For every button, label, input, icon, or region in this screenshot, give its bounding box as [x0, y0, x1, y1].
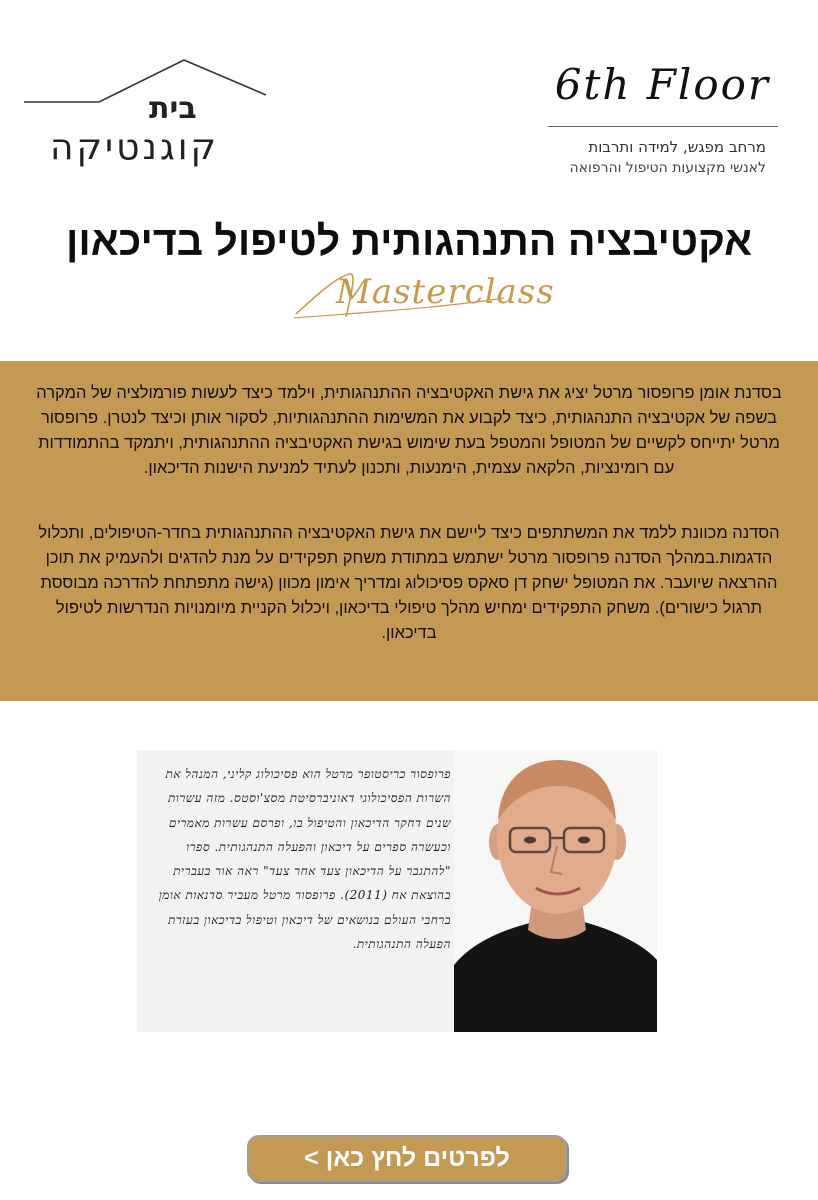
sixth-floor-logo: [538, 50, 778, 185]
logo-left-line2: קוגנטיקה: [50, 127, 220, 168]
logo-tagline-1: מרחב מפגש, למידה ותרבות: [588, 138, 766, 156]
description-paragraph-2: הסדנה מכוונת ללמד את המשתתפים כיצד ליישם את גישת האקטיבציה ההתנהגותית בחדר-הטיפולים, ותכלול הדגמות.במהלך הסדנה פרופסור מרטל ישתמש במתודת משחק תפקידים על מנת להדגים ולהעמיק את תוכן ההרצאה שיועבר. את המטופל ישחק דן סאקס פסיכולוג ומדריך אימון מכוון (גישה מתפתחת להדרכה מבוססת תרגול כישורים). משחק התפקידים ימחיש מהלך טיפולי בדיכאון, ויכלול הקניית מיומנויות הנדרשות לטיפול בדיכאון.: [38, 524, 780, 642]
bio-card: [137, 750, 657, 1032]
logo-left-line1: בית: [149, 91, 197, 126]
sixth-floor-script: [538, 50, 778, 130]
description-band: [0, 361, 818, 701]
masterclass-script: [290, 262, 555, 332]
description-paragraph-1: בסדנת אומן פרופסור מרטל יציג את גישת האקטיבציה ההתנהגותית, וילמד כיצד לעשות פורמולציה של המקרה בשפה של אקטיבציה התנהגותית, כיצד לקבוע את המשימות ההתנהגותיות, לסקור אותן וכיצד לנטרן. פרופסור מרטל יתייחס לקשיים של המטופל והמטפל בעת שימוש בגישת האקטיבציה ההתנהגותית, ויתמקד בהתמודדות עם רומינציות, הלקאה עצמית, הימנעות, ותכנון לעתיד למניעת הישנות הדיכאון.: [36, 384, 782, 477]
logo-tagline-2: לאנשי מקצועות הטיפול והרפואה: [569, 160, 766, 176]
portrait-photo-icon: [454, 750, 657, 1032]
masterclass-label: Masterclass: [336, 272, 555, 312]
logo-divider: [548, 126, 778, 127]
bio-handwritten-text: פרופסור כריסטופר מרטל הוא פסיכולוג קליני, המנהל את השרות הפסיכולוגי דאוניברסיטת מסצ'וסטס. מזה עשרות שנים דחקר הדיכאון והטיפול בו, ופרסם עשרות מאמרים וכעשרה ספרים על דיכאון והפעלה התנהגותית. ספרו "להתגבר על הדיכאון צעד אחר צעד" ראה אור בעברית בהוצאת אח (2011). פרופסור מרטל מעביר סדנאות אומן ברחבי העולם בנושאים של דיכאון וטיפול בדיכאון בעזרת הפעלה התנהגותית.: [158, 767, 451, 952]
page-title: אקטיבציה התנהגותית לטיפול בדיכאון: [65, 218, 753, 264]
details-cta-button[interactable]: לפרטים לחץ כאן >: [247, 1135, 567, 1182]
bayit-cognitica-logo: [24, 55, 269, 175]
sixth-floor-wordmark: 6th Floor: [554, 60, 770, 109]
